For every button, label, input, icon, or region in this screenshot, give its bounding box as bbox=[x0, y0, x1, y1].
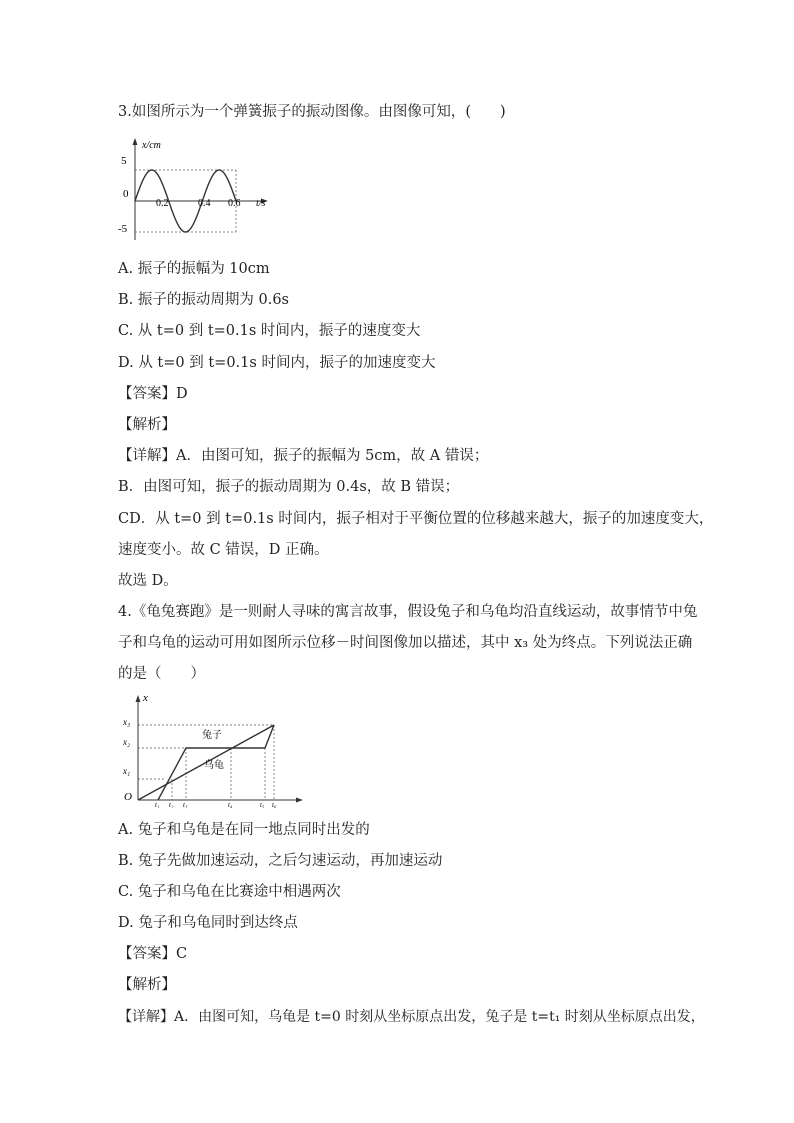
q4-answer: 【答案】C bbox=[118, 946, 188, 962]
q4-origin-label: O bbox=[124, 791, 132, 803]
q3-analysis-line-3: CD．从 t=0 到 t=0.1s 时间内，振子相对于平衡位置的位移越来越大，振子的加速度变大， bbox=[118, 511, 714, 527]
q4-option-b: B. 兔子先做加速运动，之后匀速运动，再加速运动 bbox=[118, 853, 443, 869]
q4-stem-line-2: 子和乌龟的运动可用如图所示位移－时间图像加以描述，其中 x₃ 处为终点。下列说法正确 bbox=[118, 635, 693, 651]
q3-y-axis-label: x/cm bbox=[142, 140, 161, 151]
q4-option-a: A. 兔子和乌龟是在同一地点同时出发的 bbox=[118, 822, 370, 838]
q3-analysis-line-1: 【详解】A．由图可知，振子的振幅为 5cm，故 A 错误； bbox=[118, 448, 489, 464]
q4-analysis-line-1: 【详解】A．由图可知，乌龟是 t=0 时刻从坐标原点出发，兔子是 t=t₁ 时刻从坐标原点出发， bbox=[118, 1009, 705, 1025]
q4-y-axis-arrow bbox=[136, 695, 141, 702]
q4-x-tick-t6: t₆ bbox=[272, 801, 277, 808]
q3-analysis-line-2: B．由图可知，振子的振动周期为 0.4s，故 B 错误； bbox=[118, 479, 460, 495]
q3-option-c: C. 从 t=0 到 t=0.1s 时间内，振子的速度变大 bbox=[118, 323, 421, 339]
q3-analysis-title: 【解析】 bbox=[118, 417, 176, 433]
q4-y-axis-label: x bbox=[143, 692, 148, 704]
q3-x-tick-0.6: 0.6 bbox=[228, 198, 241, 209]
q3-vibration-graph bbox=[118, 134, 278, 244]
q3-y-axis-arrow bbox=[133, 138, 138, 145]
q3-y-tick-neg5: -5 bbox=[118, 223, 128, 235]
q4-x-tick-t4: t₄ bbox=[228, 801, 233, 808]
q3-x-tick-0.2: 0.2 bbox=[156, 198, 169, 209]
q3-stem: 3.如图所示为一个弹簧振子的振动图像。由图像可知，( ) bbox=[118, 104, 506, 120]
q4-x-tick-t3: t₃ bbox=[183, 801, 188, 808]
q4-y-tick-x2: x₂ bbox=[123, 737, 131, 747]
q3-answer: 【答案】D bbox=[118, 386, 188, 402]
q3-analysis-line-4: 速度变小。故 C 错误，D 正确。 bbox=[118, 542, 329, 558]
q4-displacement-time-graph bbox=[118, 690, 308, 808]
q4-analysis-title: 【解析】 bbox=[118, 977, 176, 993]
q4-stem-line-1: 4.《龟兔赛跑》是一则耐人寻味的寓言故事，假设兔子和乌龟均沿直线运动，故事情节中兔 bbox=[118, 604, 698, 620]
q4-x-tick-t2: t₂ bbox=[169, 801, 174, 808]
q3-option-d: D. 从 t=0 到 t=0.1s 时间内，振子的加速度变大 bbox=[118, 355, 436, 371]
q3-y-tick-0: 0 bbox=[123, 188, 129, 200]
q4-option-d: D. 兔子和乌龟同时到达终点 bbox=[118, 915, 298, 931]
q4-tortoise-label: 乌龟 bbox=[204, 760, 224, 771]
q4-y-tick-x3: x₃ bbox=[123, 717, 131, 727]
q3-y-tick-5: 5 bbox=[121, 155, 127, 167]
q4-y-tick-x1: x₁ bbox=[123, 766, 131, 776]
q3-x-tick-0.4: 0.4 bbox=[198, 198, 211, 209]
q4-x-axis-arrow bbox=[296, 798, 303, 803]
q3-option-b: B. 振子的振动周期为 0.6s bbox=[118, 292, 289, 308]
q3-analysis-line-5: 故选 D。 bbox=[118, 573, 178, 589]
q3-option-a: A. 振子的振幅为 10cm bbox=[118, 261, 270, 277]
q3-x-axis-label: t/s bbox=[256, 198, 266, 209]
q4-rabbit-label: 兔子 bbox=[202, 730, 222, 741]
q4-stem-line-3: 的是（ ） bbox=[118, 666, 205, 682]
q4-x-tick-t1: t₁ bbox=[155, 801, 160, 808]
q4-option-c: C. 兔子和乌龟在比赛途中相遇两次 bbox=[118, 884, 341, 900]
q4-x-tick-t5: t₅ bbox=[260, 801, 265, 808]
